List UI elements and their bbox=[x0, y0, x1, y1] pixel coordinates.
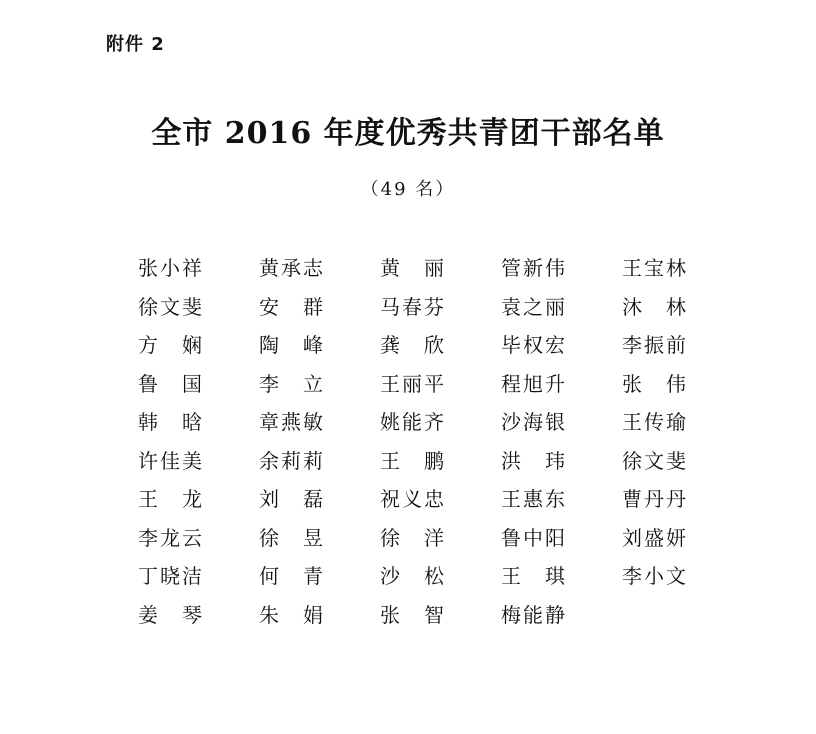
name-entry: 王 龙 bbox=[138, 487, 204, 511]
name-entry: 刘盛妍 bbox=[622, 525, 688, 550]
name-entry: 王惠东 bbox=[501, 487, 567, 511]
name-entry: 章燕敏 bbox=[259, 410, 325, 434]
name-entry: 许佳美 bbox=[138, 448, 204, 473]
page-title: 全市 2016 年度优秀共青团干部名单 bbox=[151, 116, 665, 151]
name-entry: 沙海银 bbox=[501, 410, 567, 434]
name-entry: 管新伟 bbox=[501, 256, 567, 280]
name-entry: 方 娴 bbox=[138, 333, 204, 357]
name-entry: 徐文斐 bbox=[138, 294, 204, 319]
name-entry: 陶 峰 bbox=[259, 333, 325, 357]
name-entry: 韩 晗 bbox=[138, 410, 204, 434]
name-entry: 程旭升 bbox=[501, 371, 567, 396]
name-entry: 朱 娟 bbox=[259, 602, 325, 627]
name-entry: 袁之丽 bbox=[501, 294, 567, 319]
name-entry: 张 智 bbox=[380, 602, 446, 627]
name-entry: 毕权宏 bbox=[501, 333, 567, 357]
name-entry: 徐 昱 bbox=[259, 525, 325, 550]
name-entry: 王丽平 bbox=[380, 371, 446, 396]
name-entry: 洪 玮 bbox=[501, 448, 567, 473]
name-entry: 李小文 bbox=[622, 564, 688, 588]
name-entry: 张 伟 bbox=[622, 371, 688, 396]
name-entry: 曹丹丹 bbox=[622, 487, 688, 511]
name-entry: 黄 丽 bbox=[380, 256, 446, 280]
name-entry: 何 青 bbox=[259, 564, 325, 588]
name-entry: 王 琪 bbox=[501, 564, 567, 588]
name-entry: 王传瑜 bbox=[622, 410, 688, 434]
name-entry: 李龙云 bbox=[138, 525, 204, 550]
name-count-subtitle: （49 名） bbox=[360, 179, 456, 200]
name-entry: 梅能静 bbox=[501, 602, 567, 627]
name-entry: 安 群 bbox=[259, 294, 325, 319]
name-entry: 黄承志 bbox=[259, 256, 325, 280]
name-entry: 刘 磊 bbox=[259, 487, 325, 511]
name-entry: 沐 林 bbox=[622, 294, 688, 319]
name-entry: 李振前 bbox=[622, 333, 688, 357]
name-entry: 马春芬 bbox=[380, 294, 446, 319]
name-entry: 姚能齐 bbox=[380, 410, 446, 434]
name-entry: 张小祥 bbox=[138, 256, 204, 280]
name-entry: 鲁中阳 bbox=[501, 525, 567, 550]
attachment-label: 附件 2 bbox=[106, 34, 165, 55]
name-entry: 沙 松 bbox=[380, 564, 446, 588]
name-entry: 王宝林 bbox=[622, 256, 688, 280]
name-entry: 余莉莉 bbox=[259, 448, 325, 473]
name-entry: 鲁 国 bbox=[138, 371, 204, 396]
name-entry: 徐 洋 bbox=[380, 525, 446, 550]
name-entry: 姜 琴 bbox=[138, 602, 204, 627]
name-entry: 龚 欣 bbox=[380, 333, 446, 357]
name-entry: 祝义忠 bbox=[380, 487, 446, 511]
name-grid bbox=[138, 252, 743, 637]
name-entry: 丁晓洁 bbox=[138, 564, 204, 588]
name-entry: 王 鹏 bbox=[380, 448, 446, 473]
name-entry: 徐文斐 bbox=[622, 448, 688, 473]
name-entry: 李 立 bbox=[259, 371, 325, 396]
